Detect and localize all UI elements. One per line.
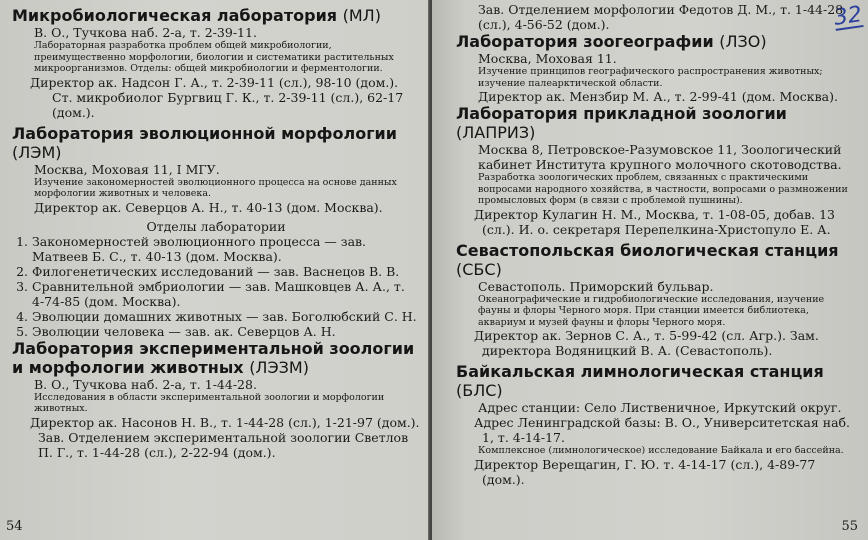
department-item: 5. Эволюции человека — зав. ак. Северцов А. Н. bbox=[32, 324, 420, 339]
entry-text: Директор ак. Надсон Г. А., т. 2-39-11 (сл.), 98-10 (дом.). bbox=[30, 74, 399, 90]
entry-text: Директор ак. Насонов Н. В., т. 1-44-28 (сл.), 1-21-97 (дом.). Зав. Отделением экспериментальной зоологии Светлов П. Г., т. 1-44-28 (сл.), 2-22-94 (дом.). bbox=[30, 414, 420, 460]
description-text: Изучение закономерностей эволюционного процесса на основе данных морфологии животных и человека. bbox=[34, 176, 397, 199]
section-heading bbox=[12, 339, 420, 377]
page-number-left: 54 bbox=[6, 519, 23, 534]
heading-title: Лаборатория эволюционной морфологии bbox=[12, 123, 397, 143]
entry-text: Директор Кулагин Н. М., Москва, т. 1-08-05, добав. 13 (сл.). И. о. секретаря Перепелкина-Христопуло Е. А. bbox=[474, 206, 835, 237]
department-item: 1. Закономерностей эволюционного процесса — зав. Матвеев Б. С., т. 40-13 (дом. Москва). bbox=[32, 234, 420, 264]
description-text: Изучение принципов географического распространения животных; изучение палеарктической области. bbox=[478, 66, 823, 89]
heading-abbreviation: (ЛЭЗМ) bbox=[249, 357, 309, 377]
heading-abbreviation: (ЛЭМ) bbox=[12, 142, 62, 162]
entry-text: Директор ак. Северцов А. Н., т. 40-13 (дом. Москва). bbox=[34, 199, 383, 215]
entry-text: Москва, Моховая 11, I МГУ. bbox=[34, 161, 220, 177]
heading-abbreviation: (ЛЗО) bbox=[719, 32, 767, 51]
heading-abbreviation: (ЛАПРИЗ) bbox=[456, 123, 536, 142]
description-text: Лабораторная разработка проблем общей микробиологии, преимущественно морфологии, биологии и систематики растительных микроорганизмов. Отделы: общей микробиологии и ферментологии. bbox=[34, 40, 394, 74]
heading-title: Байкальская лимнологическая станция bbox=[456, 362, 824, 381]
section-heading bbox=[456, 241, 856, 279]
section-heading bbox=[456, 104, 856, 142]
heading-title: Лаборатория прикладной зоологии bbox=[456, 104, 787, 123]
handwritten-page-mark: 32 bbox=[832, 2, 864, 31]
entry-text: Адрес станции: Село Лиственичное, Иркутский округ. bbox=[478, 400, 842, 415]
left-page-content bbox=[0, 0, 430, 460]
subsection-title: Отделы лаборатории bbox=[146, 218, 286, 234]
section-heading bbox=[456, 32, 856, 51]
section-heading bbox=[12, 124, 420, 162]
entry-text: В. О., Тучкова наб. 2-а, т. 1-44-28. bbox=[34, 376, 257, 392]
right-page bbox=[432, 0, 868, 540]
section-heading bbox=[12, 6, 420, 25]
heading-title: Лаборатория экспериментальной зоологии и морфологии животных bbox=[12, 338, 415, 377]
department-item: 4. Эволюции домашних животных — зав. Боголюбский С. Н. bbox=[32, 309, 420, 324]
entry-text: Директор ак. Зернов С. А., т. 5-99-42 (сл. Агр.). Зам. директора Водяницкий В. А. (Севастополь). bbox=[474, 328, 819, 358]
heading-abbreviation: (БЛС) bbox=[456, 381, 503, 400]
entry-text: Москва 8, Петровское-Разумовское 11, Зоологический кабинет Института крупного молочного скотоводства. bbox=[478, 142, 842, 172]
department-item: 2. Филогенетических исследований — зав. Васнецов В. В. bbox=[32, 264, 420, 279]
entry-text: Директор ак. Мензбир М. А., т. 2-99-41 (дом. Москва). bbox=[478, 89, 838, 104]
description-text: Исследования в области экспериментальной зоологии и морфологии животных. bbox=[34, 391, 385, 414]
heading-abbreviation: (СБС) bbox=[456, 259, 502, 279]
page-number-right: 55 bbox=[841, 519, 858, 534]
entry-text: Севастополь. Приморский бульвар. bbox=[478, 278, 714, 294]
heading-title: Севастопольская биологическая станция bbox=[456, 240, 839, 260]
department-item: 3. Сравнительной эмбриологии — зав. Машковцев А. А., т. 4-74-85 (дом. Москва). bbox=[32, 279, 420, 309]
right-page-content bbox=[432, 0, 868, 487]
departments-list bbox=[12, 234, 420, 339]
heading-abbreviation: (МЛ) bbox=[342, 6, 381, 25]
entry-text: Адрес Ленинградской базы: В. О., Университетская наб. 1, т. 4-14-17. bbox=[474, 415, 851, 445]
entry-text: Ст. микробиолог Бургвиц Г. К., т. 2-39-11 (сл.), 62-17 (дом.). bbox=[52, 89, 404, 120]
heading-title: Микробиологическая лаборатория bbox=[12, 6, 338, 25]
entry-text: В. О., Тучкова наб. 2-а, т. 2-39-11. bbox=[34, 25, 257, 40]
description-text: Комплексное (лимнологическое) исследование Байкала и его бассейна. bbox=[478, 445, 844, 456]
section-heading bbox=[456, 362, 856, 400]
entry-text: Москва, Моховая 11. bbox=[478, 51, 617, 66]
entry-text: Зав. Отделением морфологии Федотов Д. М., т. 1-44-28 (сл.), 4-56-52 (дом.). bbox=[478, 2, 844, 32]
description-text: Разработка зоологических проблем, связанных с практическими вопросами народного хозяйства, в частности, вопросами о размножении промысловых форм (в связи с проблемой пушнины). bbox=[478, 172, 848, 206]
description-text: Океанографические и гидробиологические исследования, изучение фауны и флоры Черного моря. При станции имеется библиотека, аквариум и музей фауны и флоры Черного моря. bbox=[478, 293, 825, 328]
entry-text: Директор Верещагин, Г. Ю. т. 4-14-17 (сл.), 4-89-77 (дом.). bbox=[474, 456, 816, 487]
heading-title: Лаборатория зоогеографии bbox=[456, 32, 714, 51]
left-page bbox=[0, 0, 430, 540]
